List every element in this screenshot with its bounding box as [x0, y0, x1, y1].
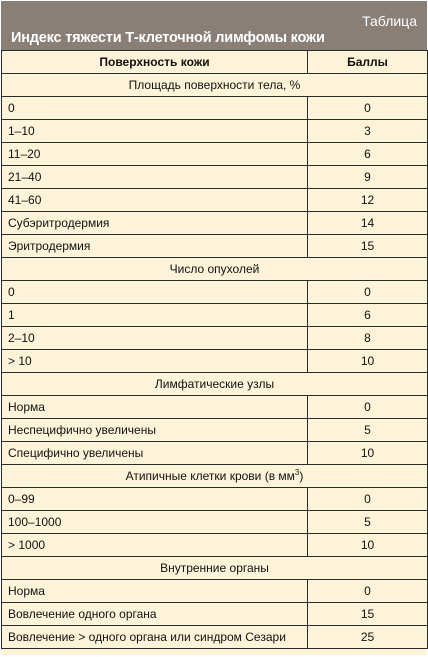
row-score: 14: [308, 212, 428, 235]
table-row: [2, 281, 428, 304]
row-label: Норма: [2, 396, 308, 419]
row-label: 2–10: [2, 327, 308, 350]
section-header-row: [2, 74, 428, 97]
section-title-text: Внутренние органы: [160, 561, 269, 575]
table-row: [2, 189, 428, 212]
row-label: Субэритродермия: [2, 212, 308, 235]
row-label: 0–99: [2, 488, 308, 511]
section-title-superscript: 3: [294, 468, 300, 477]
table-row: [2, 534, 428, 557]
table-row: [2, 166, 428, 189]
table-row: [2, 626, 428, 649]
row-score: 0: [308, 396, 428, 419]
table-title: Индекс тяжести Т-клеточной лимфомы кожи: [11, 30, 325, 46]
table-row: [2, 419, 428, 442]
table-row: [2, 120, 428, 143]
table-row: [2, 442, 428, 465]
row-score: 12: [308, 189, 428, 212]
section-header-row: [2, 465, 428, 488]
row-score: 15: [308, 235, 428, 258]
section-header-row: [2, 557, 428, 580]
row-score: 0: [308, 580, 428, 603]
row-score: 10: [308, 442, 428, 465]
column-header-score: Баллы: [308, 51, 428, 74]
section-title-suffix: ): [299, 469, 304, 483]
row-label: Вовлечение > одного органа или синдром Сезари: [2, 626, 308, 649]
table-row: [2, 143, 428, 166]
table-panel: [1, 1, 427, 655]
table-row: [2, 396, 428, 419]
table-row: [2, 235, 428, 258]
row-score: 6: [308, 304, 428, 327]
row-score: 8: [308, 327, 428, 350]
row-score: 6: [308, 143, 428, 166]
table-header: [1, 1, 427, 50]
table-row: [2, 580, 428, 603]
row-score: 10: [308, 534, 428, 557]
table-row: [2, 511, 428, 534]
row-label: Специфично увеличены: [2, 442, 308, 465]
table-body: [2, 74, 428, 649]
row-score: 10: [308, 350, 428, 373]
row-label: Норма: [2, 580, 308, 603]
section-title: [2, 258, 428, 281]
row-label: > 10: [2, 350, 308, 373]
row-label: 11–20: [2, 143, 308, 166]
row-label: 0: [2, 281, 308, 304]
row-label: 0: [2, 97, 308, 120]
row-label: Эритродермия: [2, 235, 308, 258]
section-title: [2, 557, 428, 580]
section-title-text: Число опухолей: [169, 262, 260, 276]
table-row: [2, 212, 428, 235]
row-label: > 1000: [2, 534, 308, 557]
row-score: 15: [308, 603, 428, 626]
row-label: 41–60: [2, 189, 308, 212]
column-header-row: [2, 51, 428, 74]
row-score: 0: [308, 488, 428, 511]
row-label: 100–1000: [2, 511, 308, 534]
section-header-row: [2, 258, 428, 281]
section-title-text: Лимфатические узлы: [154, 377, 275, 391]
table-row: [2, 97, 428, 120]
table-tag: Таблица: [362, 13, 417, 29]
row-score: 0: [308, 97, 428, 120]
section-title-text: Атипичные клетки крови (в мм: [125, 469, 295, 483]
section-title-text: Площадь поверхности тела, %: [128, 78, 301, 92]
row-score: 0: [308, 281, 428, 304]
row-score: 25: [308, 626, 428, 649]
section-header-row: [2, 373, 428, 396]
section-title: [2, 373, 428, 396]
row-label: 1–10: [2, 120, 308, 143]
severity-index-table: [1, 50, 428, 649]
section-title: [2, 74, 428, 97]
row-label: Вовлечение одного органа: [2, 603, 308, 626]
section-title: [2, 465, 428, 488]
row-score: 5: [308, 511, 428, 534]
row-score: 9: [308, 166, 428, 189]
row-score: 3: [308, 120, 428, 143]
column-header-surface: Поверхность кожи: [2, 51, 308, 74]
row-score: 5: [308, 419, 428, 442]
row-label: 21–40: [2, 166, 308, 189]
table-row: [2, 488, 428, 511]
row-label: 1: [2, 304, 308, 327]
table-row: [2, 304, 428, 327]
row-label: Неспецифично увеличены: [2, 419, 308, 442]
table-row: [2, 350, 428, 373]
table-row: [2, 327, 428, 350]
table-row: [2, 603, 428, 626]
